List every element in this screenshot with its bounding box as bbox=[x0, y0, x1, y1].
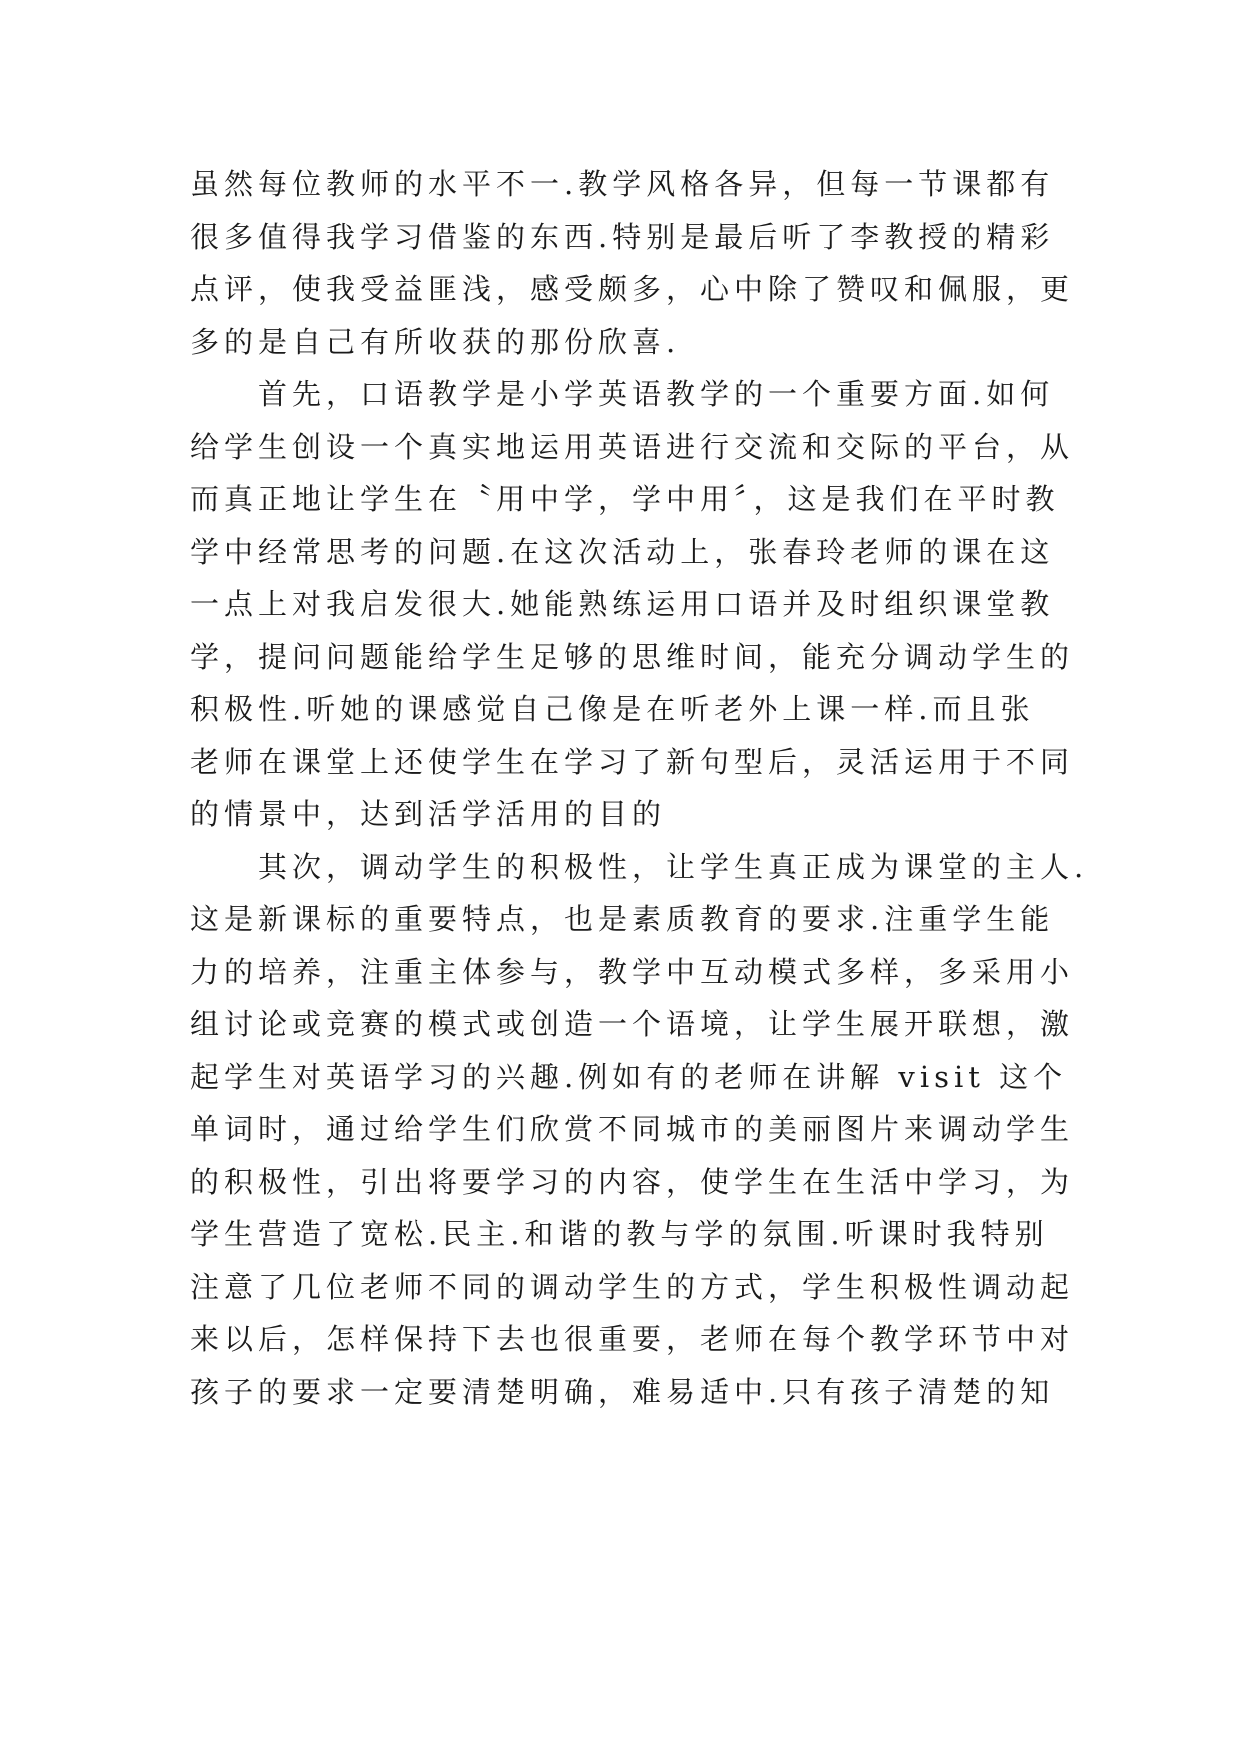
text-line: 的情景中，达到活学活用的目的 bbox=[190, 797, 667, 831]
text-line: 的积极性，引出将要学习的内容，使学生在生活中学习，为 bbox=[190, 1164, 1075, 1199]
text-line: 老师在课堂上还使学生在学习了新句型后，灵活运用于不同 bbox=[190, 744, 1075, 779]
text-line: 孩子的要求一定要清楚明确，难易适中.只有孩子清楚的知 bbox=[190, 1374, 1055, 1409]
paragraph-3 bbox=[190, 841, 1089, 1419]
text-line: 来以后，怎样保持下去也很重要，老师在每个教学环节中对 bbox=[190, 1322, 1075, 1356]
text-line: 单词时，通过给学生们欣赏不同城市的美丽图片来调动学生 bbox=[190, 1112, 1075, 1146]
text-line: 学，提问问题能给学生足够的思维时间，能充分调动学生的 bbox=[190, 639, 1075, 674]
text-line: 很多值得我学习借鉴的东西.特别是最后听了李教授的精彩 bbox=[190, 219, 1055, 254]
text-line: 给学生创设一个真实地运用英语进行交流和交际的平台，从 bbox=[190, 429, 1075, 464]
text-line: 注意了几位老师不同的调动学生的方式，学生积极性调动起 bbox=[190, 1269, 1075, 1304]
paragraph-2 bbox=[190, 368, 1075, 841]
text-line: 积极性.听她的课感觉自己像是在听老外上课一样.而且张 bbox=[190, 692, 1035, 726]
text-line: 虽然每位教师的水平不一.教学风格各异，但每一节课都有 bbox=[190, 167, 1055, 201]
text-line: 力的培养，注重主体参与，教学中互动模式多样，多采用小 bbox=[190, 954, 1075, 989]
text-line: 学中经常思考的问题.在这次活动上，张春玲老师的课在这 bbox=[190, 534, 1055, 569]
text-line: 首先，口语教学是小学英语教学的一个重要方面.如何 bbox=[258, 377, 1055, 411]
text-line: 学生营造了宽松.民主.和谐的教与学的氛围.听课时我特别 bbox=[190, 1217, 1049, 1251]
text-line: 组讨论或竞赛的模式或创造一个语境，让学生展开联想，激 bbox=[190, 1007, 1075, 1041]
paragraph-1 bbox=[190, 158, 1075, 368]
text-line: 多的是自己有所收获的那份欣喜. bbox=[190, 324, 681, 359]
text-line: 而真正地让学生在〝用中学，学中用〞，这是我们在平时教 bbox=[190, 482, 1060, 516]
document-body bbox=[190, 158, 1089, 1418]
text-line: 点评，使我受益匪浅，感受颇多，心中除了赞叹和佩服，更 bbox=[190, 272, 1075, 306]
text-line: 其次，调动学生的积极性，让学生真正成为课堂的主人. bbox=[258, 849, 1089, 884]
text-line: 这是新课标的重要特点，也是素质教育的要求.注重学生能 bbox=[190, 902, 1055, 936]
text-line: 一点上对我启发很大.她能熟练运用口语并及时组织课堂教 bbox=[190, 587, 1055, 621]
text-line: 起学生对英语学习的兴趣.例如有的老师在讲解 visit 这个 bbox=[190, 1059, 1068, 1094]
